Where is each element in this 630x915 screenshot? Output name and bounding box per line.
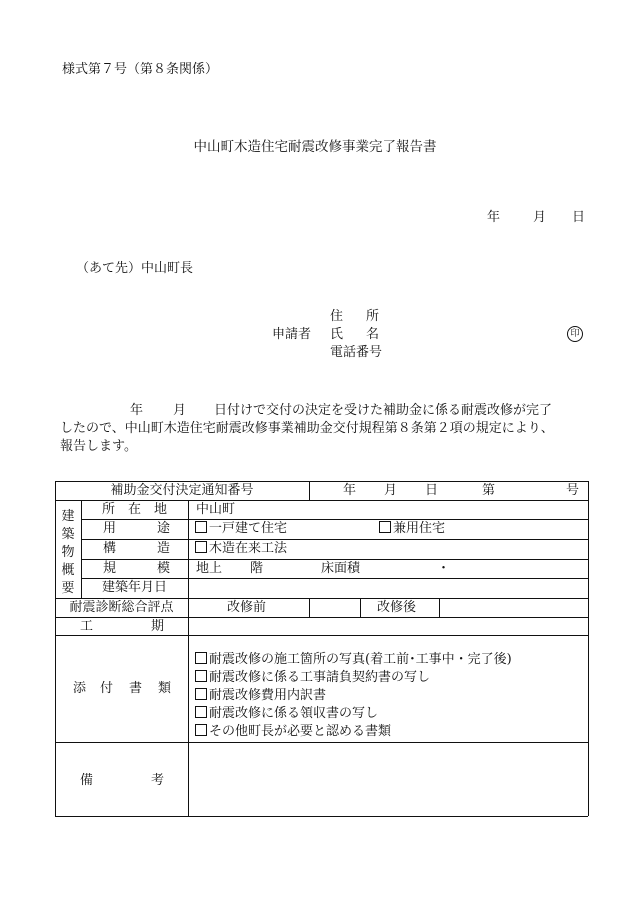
score-before-label: 改修前 — [227, 600, 267, 615]
location-label: 所 在 地 — [101, 502, 167, 517]
notice-go: 号 — [566, 483, 580, 498]
report-body — [60, 402, 590, 456]
attachment-item[interactable]: その他町長が必要と認める書類 — [195, 723, 512, 741]
attachment-item[interactable]: 耐震改修費用内訳書 — [195, 687, 512, 705]
building-label-char-3: 物 — [61, 545, 75, 560]
score-after-label: 改修後 — [377, 600, 417, 615]
checkbox-icon — [195, 652, 207, 664]
form-number: 様式第７号（第８条関係） — [62, 62, 219, 77]
notice-day: 日 — [425, 483, 439, 498]
scale-floors-suffix: 階 — [250, 561, 264, 576]
body-line-2: したので、中山町木造住宅耐震改修事業補助金交付規程第８条第２項の規定により、 — [60, 421, 554, 436]
notice-number-label: 補助金交付決定通知番号 — [110, 483, 254, 498]
notice-year: 年 — [343, 483, 357, 498]
date-month: 月 — [533, 210, 547, 225]
checkbox-icon — [195, 688, 207, 700]
checkbox-icon — [195, 541, 207, 553]
applicant-phone-label: 電話番号 — [330, 345, 383, 360]
built-date-label: 建築年月日 — [101, 580, 167, 595]
body-line-3: 報告します。 — [60, 439, 137, 454]
attachments-label: 添 — [73, 681, 87, 696]
report-form-table: 補助金交付決定通知番号 年 月 日 第 号 建 築 物 概 要 所 在 地 中山町 用 途 一戸建て住宅 兼用住宅 構 造 木造在来工法 規 模 地上 階 床面積 ・ 建築年月日 耐震診断総合評点 改修前 改修後 工 期 添 付 書 類 耐震改修の施工箇所の写真(着工前･工事中・完了後) 耐震改修に係る工事請負契約書の写し 耐震改修費用内訳書 耐震改修に係る領収書の写し その他町長が必要と認める書類 備 考 — [55, 481, 588, 816]
scale-floors-prefix: 地上 — [196, 561, 223, 576]
scale-area-label: 床面積 — [321, 561, 361, 576]
attachment-item[interactable]: 耐震改修に係る領収書の写し — [195, 705, 512, 723]
use-option-detached[interactable]: 一戸建て住宅 — [195, 521, 287, 537]
building-label-char-4: 概 — [61, 563, 75, 578]
structure-option-wood[interactable]: 木造在来工法 — [195, 541, 287, 557]
checkbox-icon — [195, 706, 207, 718]
document-title: 中山町木造住宅耐震改修事業完了報告書 — [193, 139, 437, 155]
checkbox-icon — [195, 670, 207, 682]
use-option-combined[interactable]: 兼用住宅 — [379, 521, 445, 537]
seal-mark: 印 — [567, 326, 583, 342]
score-label: 耐震診断総合評点 — [69, 600, 174, 615]
checkbox-icon — [379, 521, 391, 533]
period-label: 工 — [80, 619, 94, 634]
location-value: 中山町 — [196, 502, 236, 517]
date-year: 年 — [487, 210, 501, 225]
date-day: 日 — [572, 210, 586, 225]
scale-label: 規 — [103, 561, 117, 576]
attachment-item[interactable]: 耐震改修に係る工事請負契約書の写し — [195, 669, 512, 687]
remarks-label: 備 — [80, 773, 94, 788]
building-label-char-1: 建 — [61, 509, 75, 524]
checkbox-icon — [195, 724, 207, 736]
structure-label: 構 — [103, 541, 117, 556]
use-label: 用 — [103, 521, 117, 536]
checkbox-icon — [195, 521, 207, 533]
addressee: （あて先）中山町長 — [76, 261, 194, 276]
applicant-label: 申請者 — [272, 327, 312, 342]
notice-dai: 第 — [482, 483, 496, 498]
attachments-list — [195, 651, 512, 741]
scale-area-dot: ・ — [437, 561, 451, 576]
building-label-char-5: 要 — [61, 581, 75, 596]
body-line-1: 年 月 日付けで交付の決定を受けた補助金に係る耐震改修が完了 — [130, 403, 553, 418]
notice-month: 月 — [384, 483, 398, 498]
attachment-item[interactable]: 耐震改修の施工箇所の写真(着工前･工事中・完了後) — [195, 651, 512, 669]
building-label-char-2: 築 — [61, 527, 75, 542]
